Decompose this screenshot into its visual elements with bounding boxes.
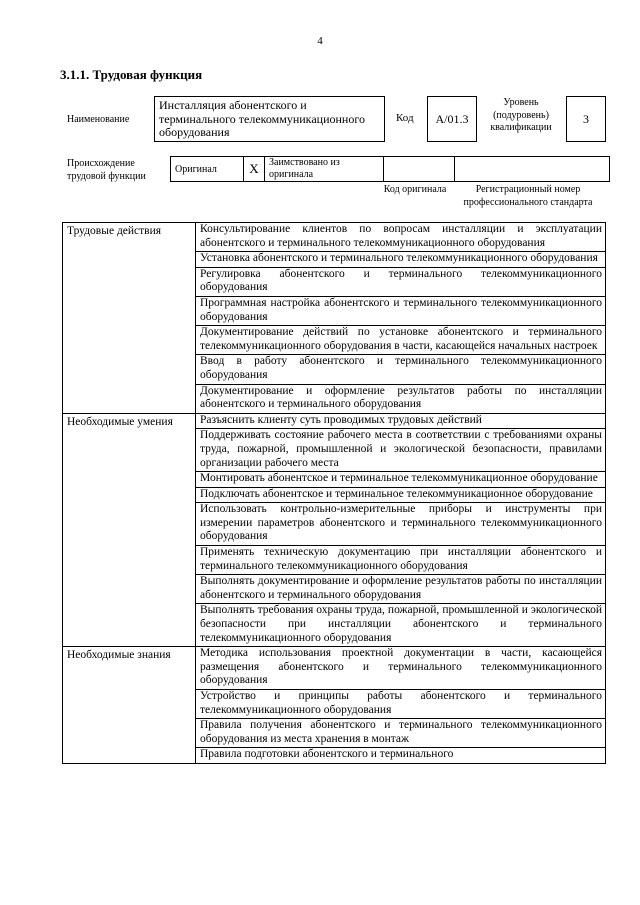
origin-table bbox=[170, 156, 610, 182]
level-value-box bbox=[566, 96, 606, 142]
list-item: Документирование действий по установке абонентского и терминального телекоммуникационного оборудования в части, касающейся начальных настроек bbox=[196, 326, 606, 355]
name-value-box: Инсталляция абонентского и терминального телекоммуникационного оборудования bbox=[154, 96, 385, 142]
table-row bbox=[63, 647, 606, 690]
list-item: Разъяснить клиенту суть проводимых трудовых действий bbox=[196, 413, 606, 429]
list-item: Устройство и принципы работы абонентского и терминального телекоммуникационного оборудования bbox=[196, 690, 606, 719]
origin-original: Оригинал bbox=[175, 163, 217, 175]
list-item: Выполнять документирование и оформление результатов работы по инсталляции абонентского и терминального оборудования bbox=[196, 575, 606, 604]
section-heading: Необходимые умения bbox=[63, 413, 196, 647]
code-value: A/01.3 bbox=[435, 111, 469, 126]
origin-borrowed: Заимствовано из оригинала bbox=[269, 157, 340, 180]
code-label: Код bbox=[396, 112, 414, 124]
function-details-table bbox=[62, 222, 606, 764]
list-item: Поддерживать состояние рабочего места в соответствии с требованиями охраны труда, пожарной, промышленной и экологической безопасности, правилами организации рабочего места bbox=[196, 429, 606, 472]
list-item: Правила получения абонентского и терминального телекоммуникационного оборудования из места хранения в монтаж bbox=[196, 719, 606, 748]
page-number: 4 bbox=[317, 35, 323, 47]
table-row bbox=[63, 413, 606, 429]
section-heading: Трудовые действия bbox=[63, 223, 196, 414]
section-heading: Необходимые знания bbox=[63, 647, 196, 764]
level-label: Уровень (подуровень) квалификации bbox=[490, 97, 552, 133]
list-item: Ввод в работу абонентского и терминального телекоммуникационного оборудования bbox=[196, 355, 606, 384]
origin-code-caption: Код оригинала bbox=[383, 184, 447, 195]
list-item: Монтировать абонентское и терминальное телекоммуникационное оборудование bbox=[196, 472, 606, 488]
list-item: Методика использования проектной документации в части, касающейся размещения абонентского и терминального телекоммуникационного оборудования bbox=[196, 647, 606, 690]
section-title: 3.1.1. Трудовая функция bbox=[60, 67, 203, 82]
list-item: Установка абонентского и терминального телекоммуникационного оборудования bbox=[196, 252, 606, 268]
level-value: 3 bbox=[583, 111, 589, 126]
origin-reg-cell bbox=[455, 157, 610, 182]
origin-mark-cell bbox=[244, 157, 265, 182]
list-item: Документирование и оформление результатов работы по инсталляции абонентского и терминального оборудования bbox=[196, 384, 606, 413]
origin-label: Происхождение трудовой функции bbox=[67, 158, 146, 182]
list-item: Правила подготовки абонентского и терминального bbox=[196, 748, 606, 764]
list-item: Консультирование клиентов по вопросам инсталляции и эксплуатации абонентского и терминального телекоммуникационного оборудования bbox=[196, 223, 606, 252]
table-row bbox=[63, 223, 606, 252]
list-item: Программная настройка абонентского и терминального телекоммуникационного оборудования bbox=[196, 296, 606, 325]
list-item: Использовать контрольно-измерительные приборы и инструменты при измерении параметров абонентского и терминального телекоммуникационного оборудования bbox=[196, 503, 606, 546]
origin-original-cell bbox=[171, 157, 244, 182]
list-item: Применять техническую документацию при инсталляции абонентского и терминального телекоммуникационного оборудования bbox=[196, 546, 606, 575]
origin-code-cell bbox=[384, 157, 455, 182]
origin-reg-caption: Регистрационный номер профессионального стандарта bbox=[463, 184, 593, 208]
origin-borrowed-cell bbox=[265, 157, 384, 182]
name-label: Наименование bbox=[67, 114, 130, 125]
list-item: Подключать абонентское и терминальное телекоммуникационное оборудование bbox=[196, 487, 606, 503]
list-item: Выполнять требования охраны труда, пожарной, промышленной и экологической безопасности при инсталляции абонентского и терминального телекоммуникационного оборудования bbox=[196, 604, 606, 647]
origin-mark: X bbox=[249, 161, 259, 176]
code-value-box bbox=[427, 96, 477, 142]
list-item: Регулировка абонентского и терминального телекоммуникационного оборудования bbox=[196, 267, 606, 296]
